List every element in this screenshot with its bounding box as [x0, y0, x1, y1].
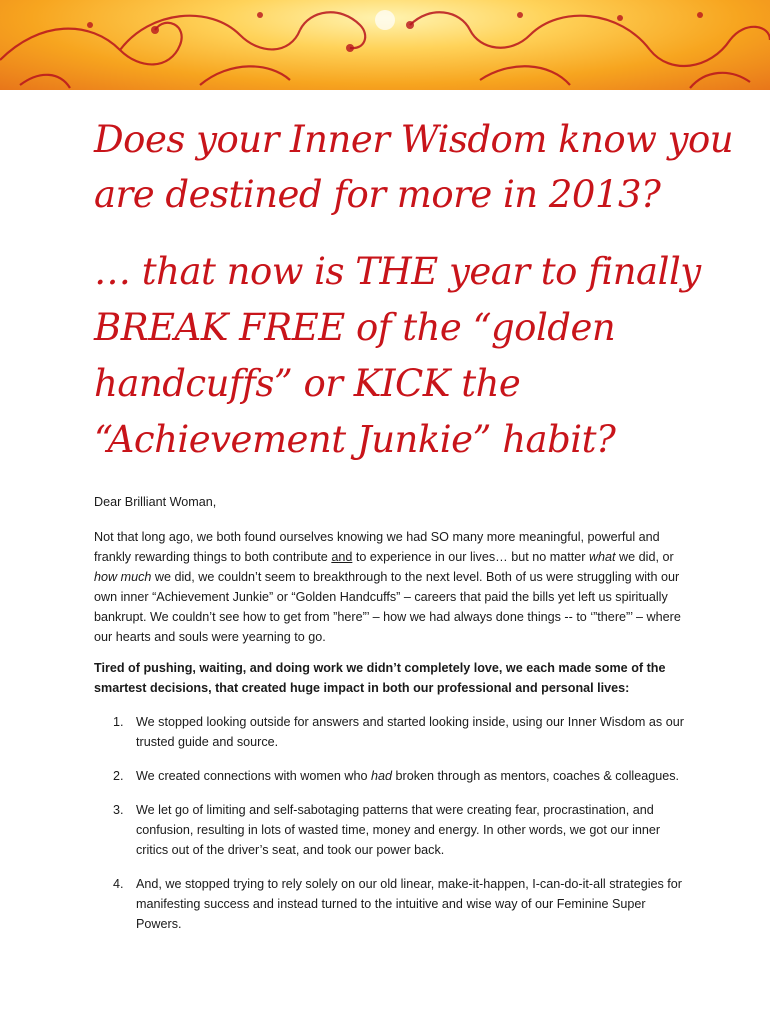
letter-bold-paragraph: Tired of pushing, waiting, and doing work we didn’t completely love, we each made some of the smartest decisions, that created huge impact in both our professional and personal lives:	[94, 661, 666, 695]
list-number: 1.	[113, 715, 124, 729]
decisions-list	[94, 712, 686, 948]
header-banner	[0, 0, 770, 90]
list-item	[94, 712, 686, 752]
headline-subquestion: … that now is THE year to finally BREAK FREE of the “golden handcuffs” or KICK the “Achievement Junkie” habit?	[94, 250, 701, 461]
letter-greeting: Dear Brilliant Woman,	[94, 495, 217, 509]
list-item-text: We stopped looking outside for answers and started looking inside, using our Inner Wisdom as our trusted guide and source.	[136, 715, 684, 749]
letter-intro-paragraph: Not that long ago, we both found ourselves knowing we had SO many more meaningful, powerful and frankly rewarding things to both contribute and to experience in our lives… but no matter what we did, or how much we did, we couldn’t seem to breakthrough to the next level. Both of us were struggling with our own inner “Achievement Junkie” or “Golden Handcuffs” – careers that paid the bills yet left us spiritually bankrupt. We couldn’t see how to get from ”here”’ – how we had always done things -- to ‘”there”’ – where our hearts and souls were yearning to go.	[94, 530, 681, 644]
list-item-text: We created connections with women who had broken through as mentors, coaches & colleagues.	[136, 769, 680, 783]
list-number: 3.	[113, 803, 124, 817]
list-item	[94, 766, 686, 786]
list-number: 2.	[113, 769, 124, 783]
list-item	[94, 800, 686, 860]
list-item-text: And, we stopped trying to rely solely on our old linear, make-it-happen, I-can-do-it-all strategies for manifesting success and instead turned to the intuitive and wise way of our Feminine Super Powers.	[136, 877, 683, 931]
list-item	[94, 874, 686, 934]
swirl-ornament-icon	[0, 0, 770, 90]
headline-question: Does your Inner Wisdom know you are destined for more in 2013?	[94, 118, 734, 216]
list-number: 4.	[113, 877, 124, 891]
list-item-text: We let go of limiting and self-sabotaging patterns that were creating fear, procrastination, and confusion, resulting in lots of wasted time, money and energy. In other words, we got our inner critics out of the driver’s seat, and took our power back.	[136, 803, 661, 857]
